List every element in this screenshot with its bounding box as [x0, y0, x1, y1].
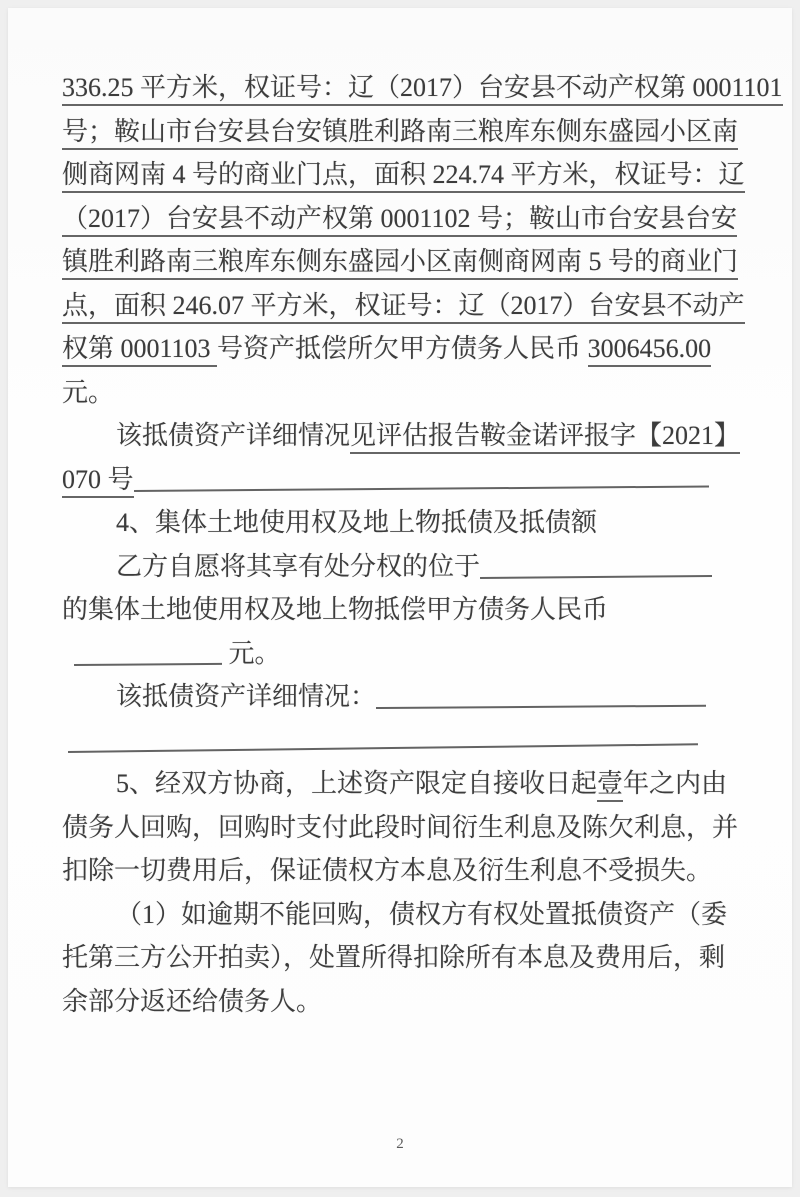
- text-segment: 年之内由: [623, 769, 728, 798]
- text-line: [62, 545, 748, 589]
- text-segment: 托第三方公开拍卖），处置所得扣除所有本息及费用后，剩: [62, 943, 726, 972]
- text-segment: 扣除一切费用后，保证债权方本息及衍生利息不受损失。: [62, 856, 713, 885]
- text-line: [62, 414, 748, 458]
- text-segment: 336.25 平方米，权证号：辽（2017）台安县不动产权第 0001101: [62, 73, 783, 106]
- text-segment: 镇胜利路南三粮库东侧东盛园小区南侧商网南 5 号的商业门: [62, 247, 738, 280]
- text-segment: 4、集体土地使用权及地上物抵债及抵债额: [116, 508, 598, 537]
- blank-field: [74, 658, 222, 665]
- text-line: [62, 588, 748, 632]
- text-segment: 债务人回购，回购时支付此段时间衍生利息及陈欠利息，并: [62, 812, 739, 842]
- text-segment: （2017）台安县不动产权第 0001102 号；鞍山市台安县台安: [62, 204, 737, 237]
- text-line: [62, 632, 748, 676]
- text-line: [62, 371, 748, 415]
- document-page: [8, 8, 792, 1187]
- document-body: [62, 66, 783, 1023]
- text-line: [62, 849, 748, 893]
- text-segment: 乙方自愿将其享有处分权的位于: [116, 551, 481, 581]
- text-segment: 余部分返还给债务人。: [62, 986, 323, 1016]
- text-line: [62, 719, 748, 763]
- text-line: [62, 458, 748, 502]
- blank-field: [68, 739, 698, 753]
- text-segment: （1）如逾期不能回购，债权方有权处置抵债资产（委: [116, 899, 728, 929]
- text-segment: 号；鞍山市台安县台安镇胜利路南三粮库东侧东盛园小区南: [62, 117, 738, 150]
- text-segment: 5、经双方协商，上述资产限定自接收日起: [116, 769, 598, 798]
- text-segment: 元。: [228, 638, 281, 668]
- blank-field: [480, 570, 712, 578]
- text-segment: 号资产抵偿所欠甲方债务人民币: [217, 334, 588, 363]
- text-segment: 元。: [62, 377, 115, 407]
- text-segment: 壹: [597, 769, 623, 802]
- text-line: [62, 762, 748, 806]
- text-segment: 权第 0001103: [62, 334, 217, 367]
- text-segment: 见评估报告鞍金诺评报字【2021】: [350, 421, 740, 454]
- text-line: [62, 675, 748, 719]
- text-line: [62, 284, 748, 328]
- text-segment: 该抵债资产详细情况：: [116, 682, 377, 711]
- blank-field: [133, 481, 708, 492]
- text-segment: 该抵债资产详细情况: [116, 421, 351, 450]
- text-segment: 3006456.00: [588, 334, 712, 367]
- text-line: [62, 936, 748, 980]
- text-line: [62, 240, 748, 284]
- text-line: [62, 153, 748, 197]
- text-line: [62, 806, 748, 850]
- text-segment: 070 号: [62, 465, 134, 498]
- text-line: [62, 327, 748, 371]
- text-line: [62, 893, 748, 937]
- text-line: [62, 197, 748, 241]
- text-line: [62, 501, 748, 545]
- text-segment: 点，面积 246.07 平方米，权证号：辽（2017）台安县不动产: [62, 291, 745, 324]
- text-segment: 的集体土地使用权及地上物抵偿甲方债务人民币: [62, 595, 609, 624]
- page-number: 2: [396, 1136, 404, 1152]
- blank-field: [376, 701, 706, 709]
- text-line: [62, 66, 783, 110]
- text-line: [62, 110, 748, 154]
- text-line: [62, 980, 748, 1024]
- text-segment: 侧商网南 4 号的商业门点，面积 224.74 平方米，权证号：辽: [62, 160, 745, 193]
